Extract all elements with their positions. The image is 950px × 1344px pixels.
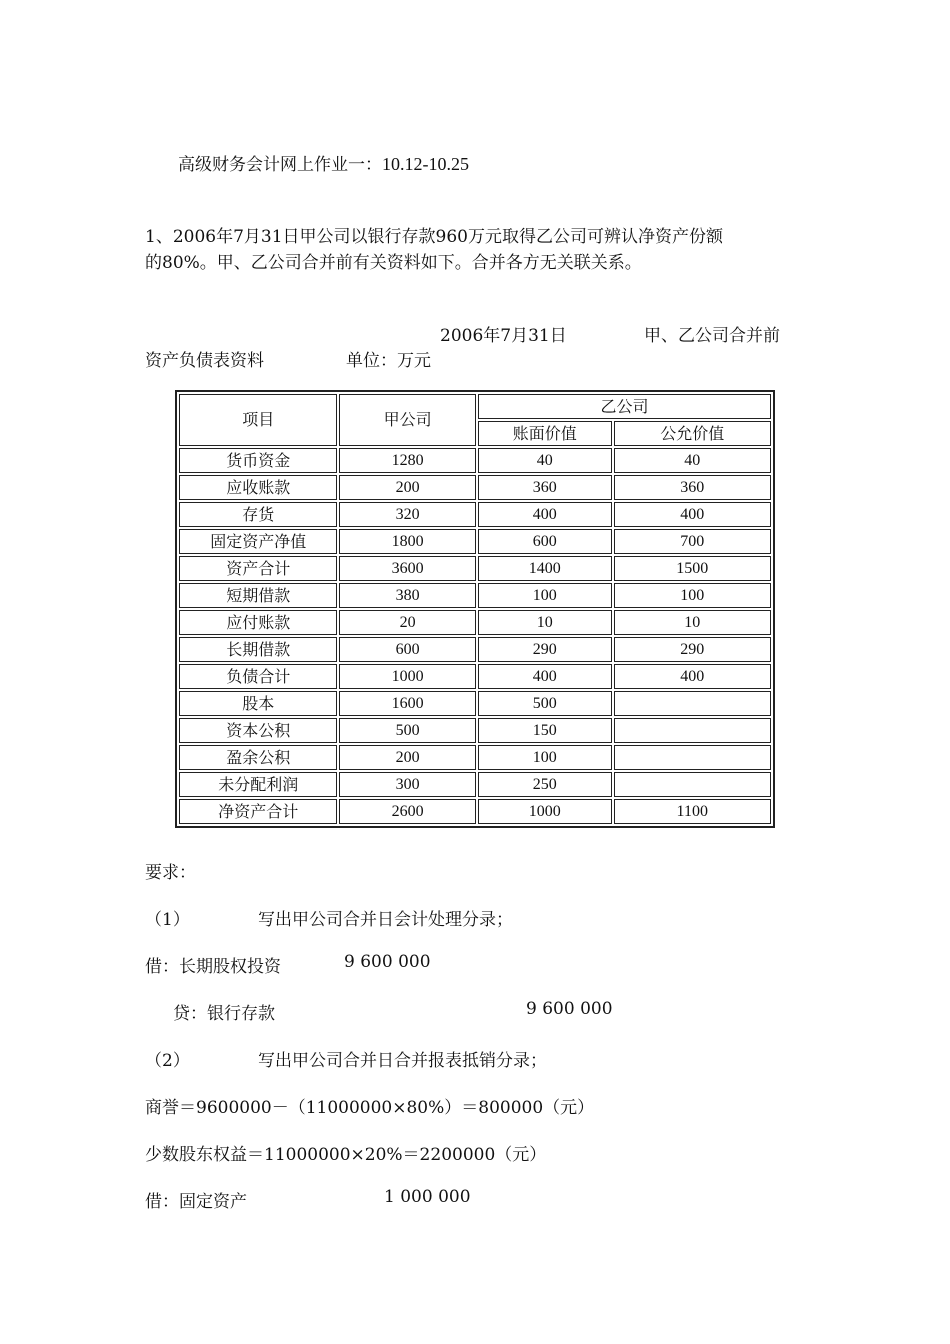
entry2-debit-amount: 1 000 000 [384,1187,471,1207]
row-book-value-cell: 40 [478,448,612,473]
table-header-row [179,394,771,419]
row-jia-cell: 3600 [339,556,476,581]
row-book-value-cell: 360 [478,475,612,500]
table-row [179,610,771,635]
row-fair-value-cell: 400 [614,664,772,689]
header-fair-value: 公允价值 [614,421,772,446]
row-fair-value-cell: 100 [614,583,772,608]
row-item-cell: 负债合计 [179,664,337,689]
row-item-cell: 未分配利润 [179,772,337,797]
minority-interest-formula: 少数股东权益＝11000000×20%＝2200000（元） [145,1145,547,1165]
req2-number: （2） [145,1051,190,1071]
row-jia-cell: 1000 [339,664,476,689]
row-item-cell: 股本 [179,691,337,716]
entry2-debit-label: 借：固定资产 [145,1192,247,1212]
row-book-value-cell: 600 [478,529,612,554]
caption-date: 2006年7月31日 [440,326,567,346]
requirements-heading: 要求： [145,863,196,883]
row-item-cell: 盈余公积 [179,745,337,770]
row-fair-value-cell: 40 [614,448,772,473]
table-row [179,637,771,662]
header-book-value: 账面价值 [478,421,612,446]
row-book-value-cell: 100 [478,745,612,770]
row-jia-cell: 200 [339,745,476,770]
row-fair-value-cell [614,691,772,716]
row-jia-cell: 500 [339,718,476,743]
row-fair-value-cell: 700 [614,529,772,554]
entry1-debit-amount: 9 600 000 [344,952,431,972]
table-row [179,772,771,797]
table-row [179,664,771,689]
row-jia-cell: 600 [339,637,476,662]
row-jia-cell: 1800 [339,529,476,554]
row-item-cell: 货币资金 [179,448,337,473]
row-fair-value-cell [614,745,772,770]
caption-sheet: 资产负债表资料 [145,351,264,371]
table-row [179,718,771,743]
table-row [179,583,771,608]
row-item-cell: 短期借款 [179,583,337,608]
header-jia: 甲公司 [339,394,476,446]
table-row [179,745,771,770]
row-jia-cell: 1280 [339,448,476,473]
row-book-value-cell: 400 [478,664,612,689]
row-item-cell: 资本公积 [179,718,337,743]
row-fair-value-cell: 1100 [614,799,772,824]
table-row [179,502,771,527]
table-row [179,691,771,716]
balance-sheet-table [175,390,775,828]
table-row [179,529,771,554]
row-item-cell: 固定资产净值 [179,529,337,554]
row-item-cell: 资产合计 [179,556,337,581]
row-item-cell: 应付账款 [179,610,337,635]
row-book-value-cell: 1400 [478,556,612,581]
row-fair-value-cell: 290 [614,637,772,662]
row-item-cell: 长期借款 [179,637,337,662]
row-book-value-cell: 400 [478,502,612,527]
table-row [179,475,771,500]
row-book-value-cell: 1000 [478,799,612,824]
row-fair-value-cell: 400 [614,502,772,527]
row-item-cell: 存货 [179,502,337,527]
req1-text: 写出甲公司合并日会计处理分录； [258,910,513,930]
row-jia-cell: 320 [339,502,476,527]
entry1-credit-amount: 9 600 000 [526,999,613,1019]
row-book-value-cell: 100 [478,583,612,608]
row-fair-value-cell: 1500 [614,556,772,581]
row-jia-cell: 200 [339,475,476,500]
table-row [179,448,771,473]
row-jia-cell: 1600 [339,691,476,716]
goodwill-formula: 商誉＝9600000－（11000000×80%）＝800000（元） [145,1098,595,1118]
row-fair-value-cell [614,772,772,797]
row-book-value-cell: 150 [478,718,612,743]
document-title [178,150,469,175]
row-item-cell: 应收账款 [179,475,337,500]
row-jia-cell: 2600 [339,799,476,824]
entry1-credit-label: 贷：银行存款 [173,1004,275,1024]
table-row [179,799,771,824]
question-paragraph [145,224,805,276]
row-book-value-cell: 500 [478,691,612,716]
row-item-cell: 净资产合计 [179,799,337,824]
header-item: 项目 [179,394,337,446]
title-dates: 10.12-10.25 [382,154,469,174]
entry1-debit-label: 借：长期股权投资 [145,957,281,977]
caption-subject: 甲、乙公司合并前 [644,326,780,346]
row-book-value-cell: 10 [478,610,612,635]
row-jia-cell: 380 [339,583,476,608]
row-fair-value-cell: 10 [614,610,772,635]
row-book-value-cell: 290 [478,637,612,662]
question-line-1: 1、2006年7月31日甲公司以银行存款960万元取得乙公司可辨认净资产份额 [145,227,723,247]
header-yi: 乙公司 [478,394,771,419]
row-fair-value-cell: 360 [614,475,772,500]
req1-number: （1） [145,910,190,930]
table-row [179,556,771,581]
row-jia-cell: 20 [339,610,476,635]
row-fair-value-cell [614,718,772,743]
title-text: 高级财务会计网上作业一： [178,155,382,175]
caption-unit: 单位：万元 [346,351,431,371]
row-book-value-cell: 250 [478,772,612,797]
row-jia-cell: 300 [339,772,476,797]
req2-text: 写出甲公司合并日合并报表抵销分录； [258,1051,547,1071]
question-line-2: 的80%。甲、乙公司合并前有关资料如下。合并各方无关联关系。 [145,253,642,273]
